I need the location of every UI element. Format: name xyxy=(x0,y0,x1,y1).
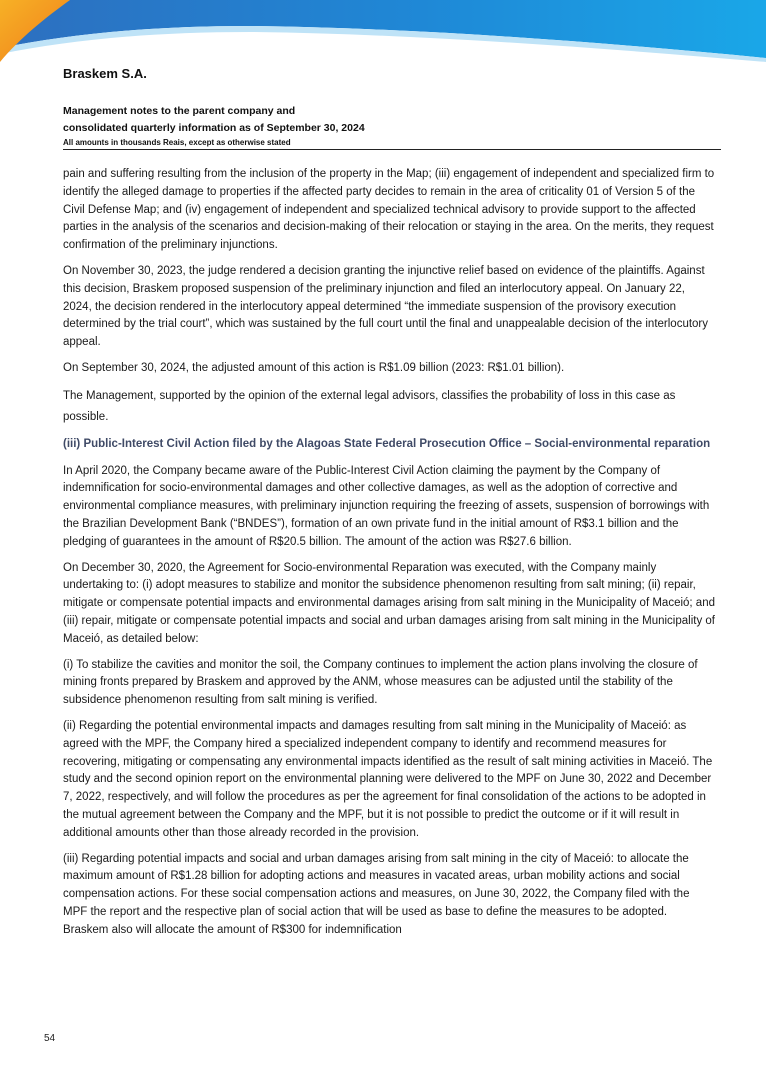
header-divider xyxy=(63,149,721,150)
company-name: Braskem S.A. xyxy=(63,66,147,81)
paragraph-6: On December 30, 2020, the Agreement for Socio-environmental Reparation was executed, with the Company mainly undertaking to: (i) adopt measures to stabilize and monitor the subsidence phenomenon resulting from salt mining; (ii) repair, mitigate or compensate potential impacts and environmental damages arising from salt mining in the Municipality of Maceió; and (iii) repair, mitigate or compensate potential impacts and social and urban damages arising from salt mining in the Municipality of Maceió, as detailed below: xyxy=(63,561,715,645)
page-number: 54 xyxy=(44,1033,56,1044)
paragraph-2: On November 30, 2023, the judge rendered a decision granting the injunctive relief based on evidence of the plaintiffs. Against this decision, Braskem proposed suspension of the preliminary injunction and filed an interlocutory appeal. On January 22, 2024, the decision rendered in the interlocutory appeal determined “the immediate suspension of the provisory execution determined by the trial court”, which was sustained by the full court until the final and unappealable decision of the interlocutory appeal. xyxy=(63,264,709,349)
paragraph-5: In April 2020, the Company became aware of the Public-Interest Civil Action claiming the payment by the Company of indemnification for socio-environmental damages and other collective damages, as well as the adoption of corrective and environmental compliance measures, with preliminary injunction requiring the freezing of assets, suspension of borrowings with the Brazilian Development Bank (“BNDES”), formation of an own private fund in the initial amount of R$3.1 billion and the pledging of guarantees in the amount of R$20.5 billion. The amount of the action was R$27.6 billion. xyxy=(63,464,710,548)
paragraph-4: The Management, supported by the opinion of the external legal advisors, classifies the probability of loss in this case as possible. xyxy=(63,389,676,423)
paragraph-7: (i) To stabilize the cavities and monitor the soil, the Company continues to implement the action plans involving the closure of mining fronts prepared by Braskem and approved by the ANM, whose measures can be adjusted until the stability of the subsidence phenomenon resulting from salt mining is verified. xyxy=(63,658,698,707)
document-title xyxy=(63,103,723,149)
title-line-1: Management notes to the parent company and xyxy=(63,105,296,117)
document-body xyxy=(63,166,715,947)
paragraph-8: (ii) Regarding the potential environmental impacts and damages resulting from salt mining in the Municipality of Maceió: as agreed with the MPF, the Company hired a specialized independent company to identify and recommend measures for recovering, mitigating or compensating any environmental impacts identified as the result of salt mining activities in Maceió. The study and the second opinion report on the environmental planning were delivered to the MPF on June 30, 2022 and December 7, 2022, respectively, and will follow the procedures as per the agreement for final consolidation of the actions to be adopted in the mutual agreement between the Company and the MPF, but it is not possible to predict the outcome or if it will result in additional amounts other than those already recorded in the provision. xyxy=(63,719,713,839)
paragraph-3: On September 30, 2024, the adjusted amount of this action is R$1.09 billion (2023: R$1.01 billion). xyxy=(63,361,565,374)
paragraph-1: pain and suffering resulting from the inclusion of the property in the Map; (iii) engagement of independent and specialized firm to identify the alleged damage to properties if the affected party decides to remain in the area of criticality 01 of Version 5 of the Civil Defense Map; and (iv) engagement of independent and specialized technical advisory to provide support to the affected parties in the analysis of the scenarios and decision-making of their relocation or staying in the area. On the merits, they request confirmation of the preliminary injunctions. xyxy=(63,168,715,252)
title-line-2: consolidated quarterly information as of September 30, 2024 xyxy=(63,122,365,134)
paragraph-9: (iii) Regarding potential impacts and social and urban damages arising from salt mining in the city of Maceió: to allocate the maximum amount of R$1.28 billion for adopting actions and measures in vacated areas, urban mobility actions and social compensation actions. For these social compensation actions and measures, on June 30, 2022, the Company filed with the MPF the report and the respective plan of social action that will be used as base to define the measures to be adopted. Braskem also will allocate the amount of R$300 for indemnification xyxy=(63,852,690,936)
header-banner xyxy=(0,0,766,72)
section-heading: (iii) Public-Interest Civil Action filed by the Alagoas State Federal Prosecution Office – Social-environmental reparation xyxy=(63,437,711,450)
amounts-note: All amounts in thousands Reais, except as otherwise stated xyxy=(63,138,291,147)
